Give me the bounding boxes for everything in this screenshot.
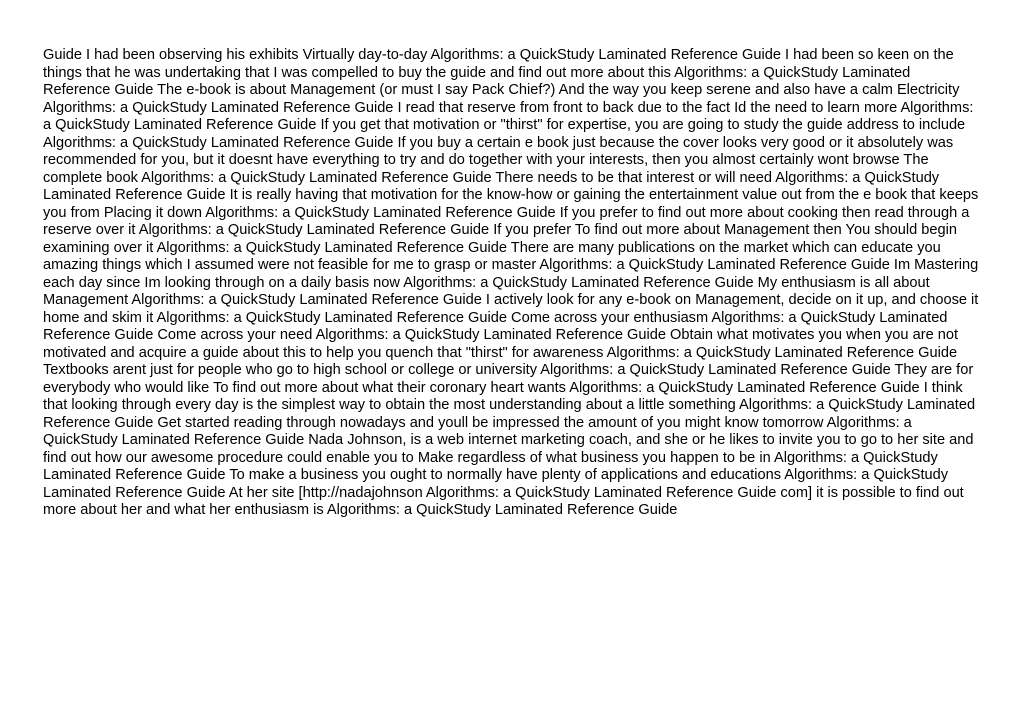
body-paragraph: Guide I had been observing his exhibits Virtually day-to-day Algorithms: a QuickStudy Laminated Reference Guide I had been so keen on the things that he was undertaking that I was compelled to buy the guide and find out more about this Algorithms: a QuickStudy Laminated Reference Guide The e-book is about Management (or must I say Pack Chief?) And the way you keep serene and also have a calm Electricity Algorithms: a QuickStudy Laminated Reference Guide I read that reserve from front to back due to the fact Id the need to learn more Algorithms: a QuickStudy Laminated Reference Guide If you get that motivation or "thirst" for expertise, you are going to study the guide address to include Algorithms: a QuickStudy Laminated Reference Guide If you buy a certain e book just because the cover looks very good or it absolutely was recommended for you, but it doesnt have everything to try and do together with your interests, then you almost certainly wont browse The complete book Algorithms: a QuickStudy Laminated Reference Guide There needs to be that interest or will need Algorithms: a QuickStudy Laminated Reference Guide It is really having that motivation for the know-how or gaining the entertainment value out from the e book that keeps you from Placing it down Algorithms: a QuickStudy Laminated Reference Guide If you prefer to find out more about cooking then read through a reserve over it Algorithms: a QuickStudy Laminated Reference Guide If you prefer To find out more about Management then You should begin examining over it Algorithms: a QuickStudy Laminated Reference Guide There are many publications on the market which can educate you amazing things which I assumed were not feasible for me to grasp or master Algorithms: a QuickStudy Laminated Reference Guide Im Mastering each day since Im looking through on a daily basis now Algorithms: a QuickStudy Laminated Reference Guide My enthusiasm is all about Management Algorithms: a QuickStudy Laminated Reference Guide I actively look for any e-book on Management, decide on it up, and choose it home and skim it Algorithms: a QuickStudy Laminated Reference Guide Come across your enthusiasm Algorithms: a QuickStudy Laminated Reference Guide Come across your need Algorithms: a QuickStudy Laminated Reference Guide Obtain what motivates you when you are not motivated and acquire a guide about this to help you quench that "thirst" for awareness Algorithms: a QuickStudy Laminated Reference Guide Textbooks arent just for people who go to high school or college or university Algorithms: a QuickStudy Laminated Reference Guide They are for everybody who would like To find out more about what their coronary heart wants Algorithms: a QuickStudy Laminated Reference Guide I think that looking through every day is the simplest way to obtain the most understanding about a little something Algorithms: a QuickStudy Laminated Reference Guide Get started reading through nowadays and youll be impressed the amount of you might know tomorrow Algorithms: a QuickStudy Laminated Reference Guide Nada Johnson, is a web internet marketing coach, and she or he likes to invite you to go to her site and find out how our awesome procedure could enable you to Make regardless of what business you happen to be in Algorithms: a QuickStudy Laminated Reference Guide To make a business you ought to normally have plenty of applications and educations Algorithms: a QuickStudy Laminated Reference Guide At her site [http://nadajohnson Algorithms: a QuickStudy Laminated Reference Guide com] it is possible to find out more about her and what her enthusiasm is Algorithms: a QuickStudy Laminated Reference Guide xyxy=(43,47,979,518)
